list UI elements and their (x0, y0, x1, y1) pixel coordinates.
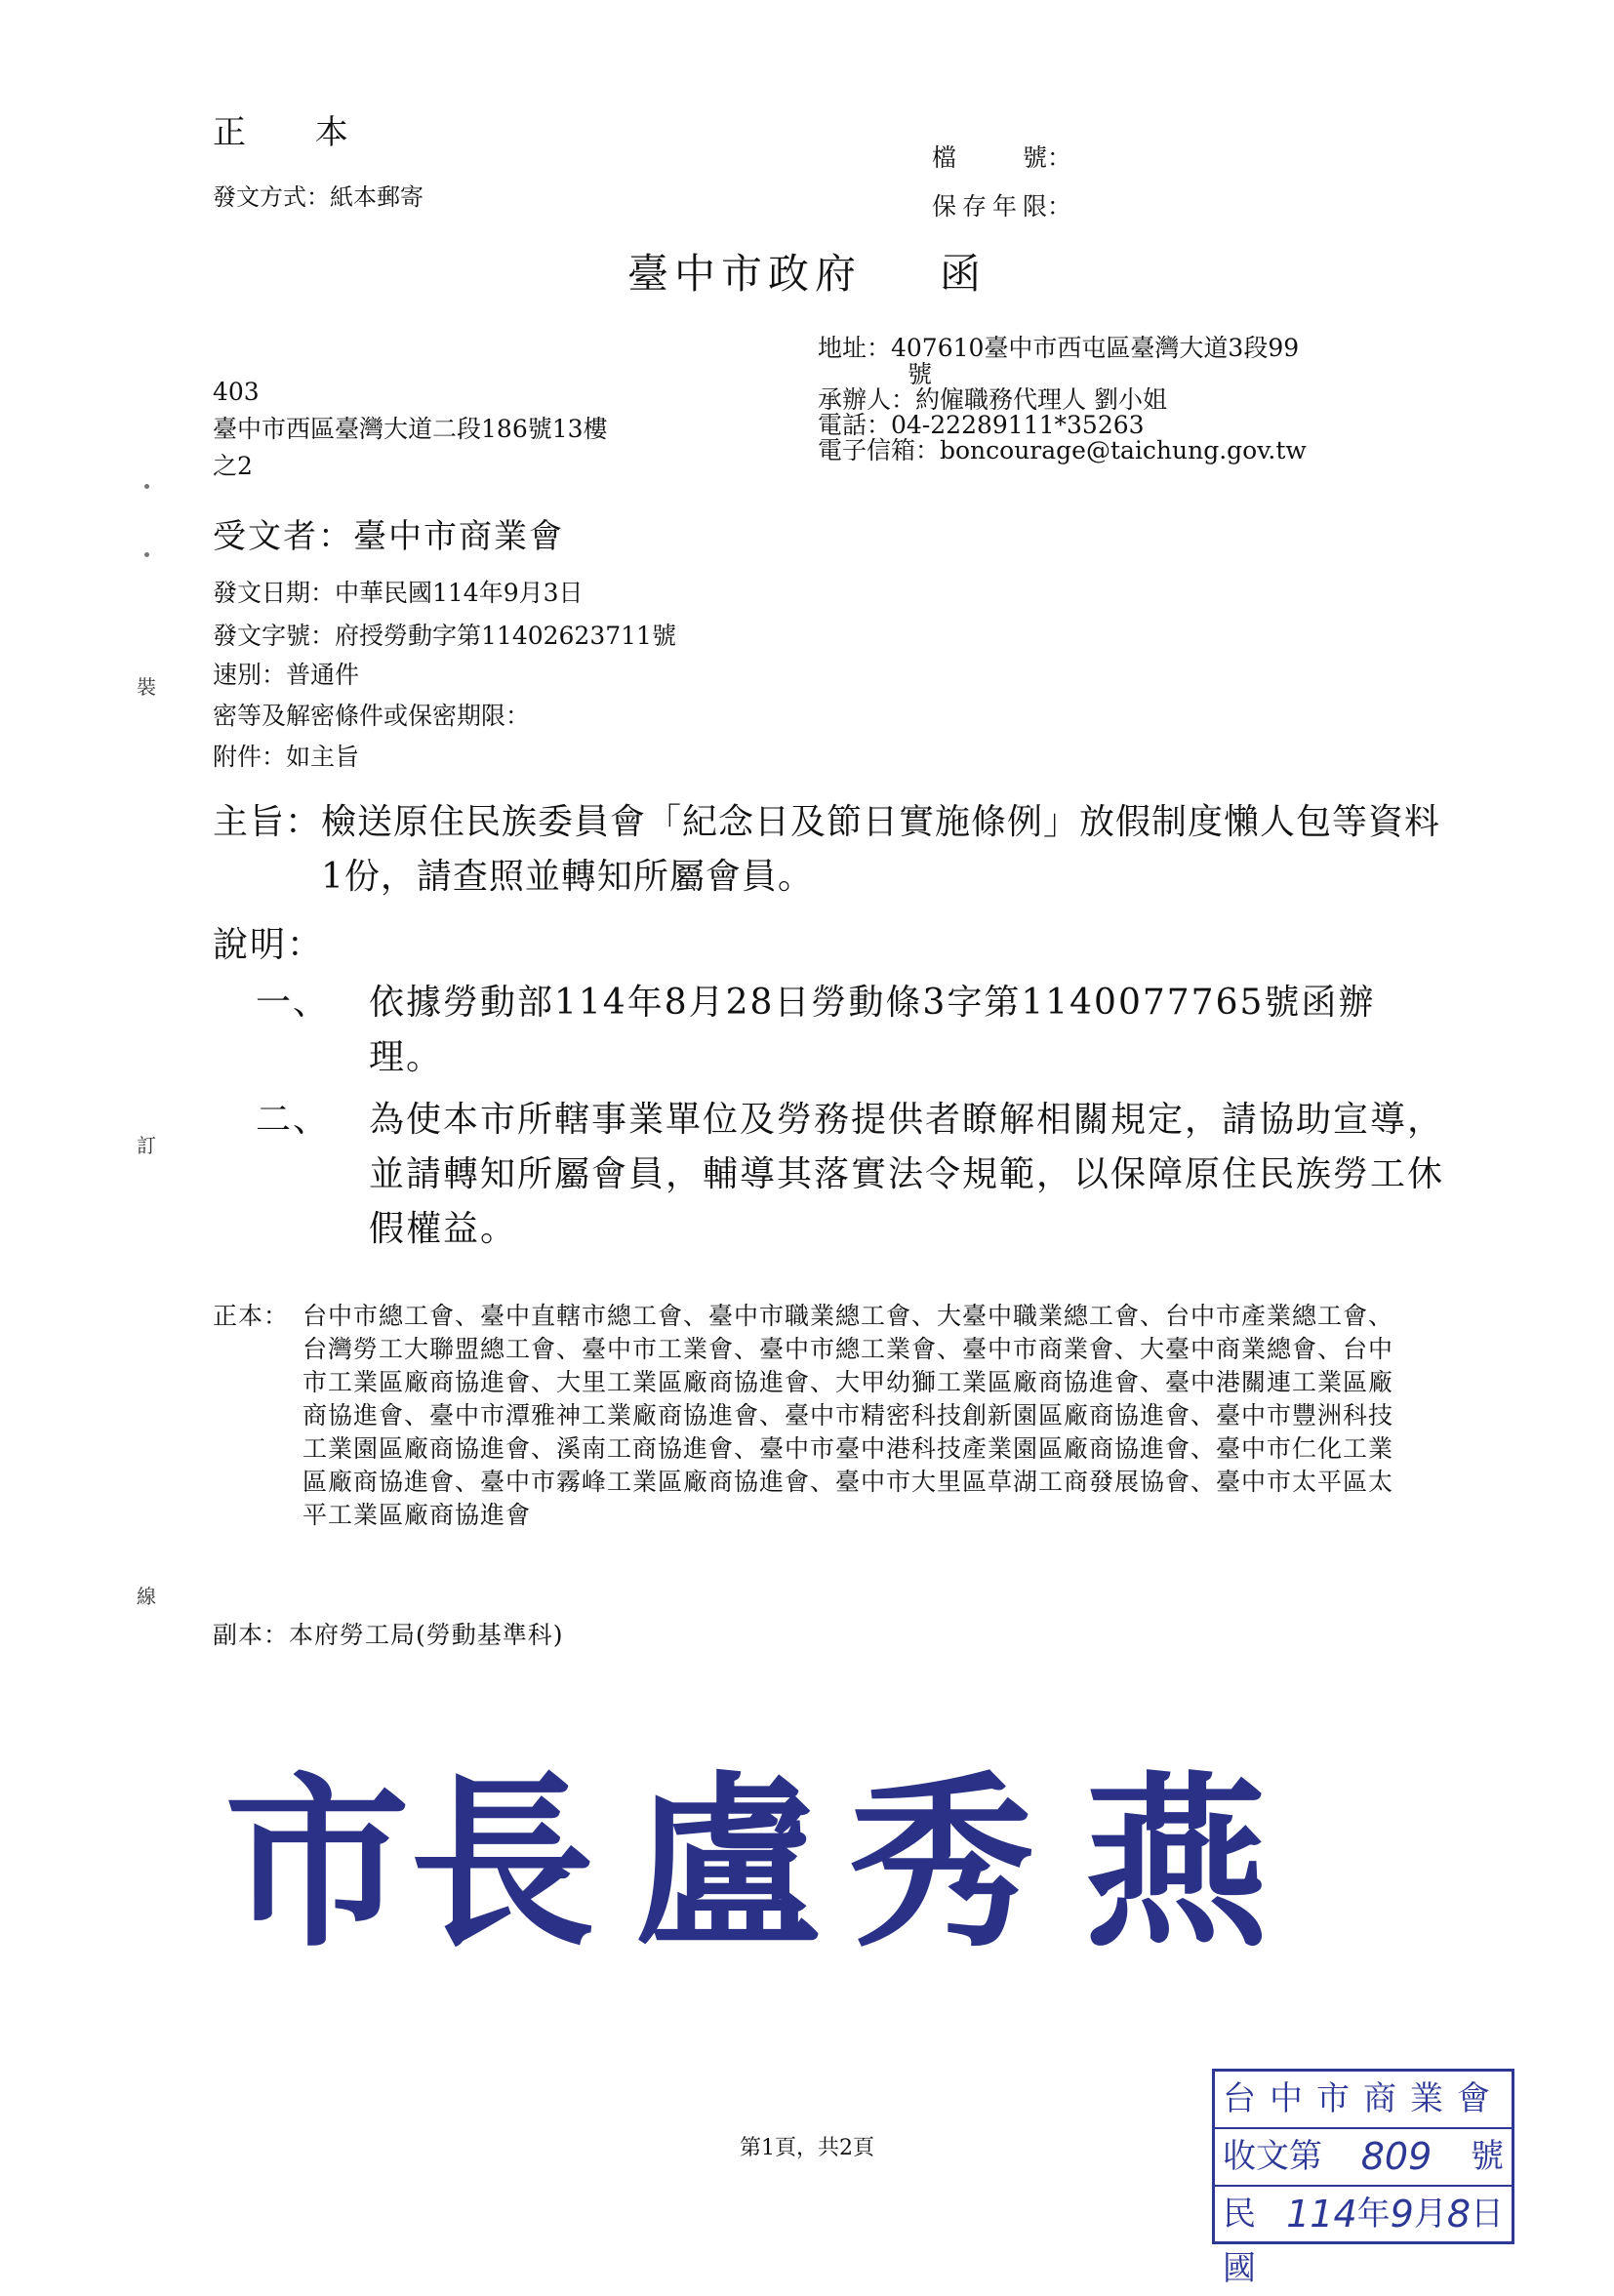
contact-person: 承辦人：約僱職務代理人 劉小姐 (818, 385, 1167, 414)
page-number: 第1頁，共2頁 (740, 2136, 874, 2160)
subject-label: 主旨： (213, 802, 322, 842)
explanation-label: 說明： (213, 925, 325, 965)
explanation-item-number: 一、 (256, 983, 331, 1023)
archive-retention-label: 保存年限 (932, 192, 1047, 221)
secrecy-level: 密等及解密條件或保密期限： (213, 702, 531, 730)
send-method: 發文方式：紙本郵寄 (213, 183, 424, 211)
mayor-signature: 市 長 盧 秀 燕 (224, 1754, 1270, 1972)
copy-type: 正 本 (213, 113, 378, 152)
distribution-list (213, 1300, 1413, 1532)
explanation-item-text: 為使本市所轄事業單位及勞務提供者瞭解相關規定，請協助宣導，並請轉知所屬會員，輔導其落實法令規範，以保障原住民族勞工休假權益。 (369, 1100, 1445, 1249)
sender-address-cont: 號 (908, 360, 933, 388)
address-line-1: 臺中市西區臺灣大道二段186號13樓 (213, 415, 608, 443)
recipient: 受文者：臺中市商業會 (213, 517, 564, 556)
explanation-item (256, 1093, 1446, 1257)
address-line-2: 之2 (213, 452, 253, 480)
stamp-org: 台中市商業會 (1223, 2079, 1504, 2118)
agency-name: 臺中市政府 (626, 250, 862, 298)
stamp-receipt-number: 809 (1360, 2135, 1432, 2178)
stamp-day: 8 (1446, 2193, 1471, 2236)
binding-dot (144, 552, 149, 557)
distribution-text: 台中市總工會、臺中直轄市總工會、臺中市職業總工會、大臺中職業總工會、台中市產業總工會、台灣勞工大聯盟總工會、臺中市工業會、臺中市總工業會、臺中市商業會、大臺中商業總會、台中市工業區廠商協進會、大里工業區廠商協進會、大甲幼獅工業區廠商協進會、臺中港關連工業區廠商協進會、臺中市潭雅神工業廠商協進會、臺中市精密科技創新園區廠商協進會、臺中市豐洲科技工業園區廠商協進會、溪南工商協進會、臺中市臺中港科技產業園區廠商協進會、臺中市仁化工業區廠商協進會、臺中市霧峰工業區廠商協進會、臺中市大里區草湖工商發展協會、臺中市太平區太平工業區廠商協進會 (303, 1302, 1394, 1529)
binding-mark-xian: 線 (137, 1585, 156, 1608)
document-type: 函 (940, 250, 988, 298)
attachment: 附件：如主旨 (213, 743, 360, 771)
stamp-receipt-prefix: 收文第 (1223, 2137, 1322, 2176)
archive-number-label: 檔 號 (932, 143, 1047, 172)
subject-text: 檢送原住民族委員會「紀念日及節日實施條例」放假制度懶人包等資料1份，請查照並轉知所屬會員。 (321, 802, 1441, 897)
carbon-copy: 副本：本府勞工局(勞動基準科) (213, 1621, 564, 1649)
archive-number-colon: ： (1047, 143, 1072, 172)
stamp-day-label: 日 (1471, 2195, 1504, 2234)
stamp-org-row (1215, 2072, 1512, 2129)
binding-mark-ding: 訂 (137, 1134, 156, 1157)
document-title (0, 242, 1614, 301)
archive-retention-field (932, 187, 1071, 222)
subject-section (213, 795, 1442, 905)
sender-address: 地址：407610臺中市西屯區臺灣大道3段99 (818, 334, 1300, 362)
received-stamp (1212, 2069, 1514, 2288)
archive-number-field (932, 139, 1071, 174)
sender-info (818, 335, 1403, 463)
distribution-label: 正本： (213, 1302, 290, 1330)
stamp-year-label: 年 (1356, 2195, 1391, 2234)
stamp-month-label: 月 (1413, 2195, 1447, 2234)
stamp-date-prefix: 民國 (1223, 2195, 1256, 2288)
explanation-item-text: 依據勞動部114年8月28日勞動條3字第1140077765號函辦理。 (369, 983, 1376, 1077)
binding-mark-zhuang: 裝 (137, 675, 156, 699)
issue-date: 發文日期：中華民國114年9月3日 (213, 579, 584, 607)
stamp-receipt-suffix: 號 (1471, 2137, 1504, 2176)
explanation-item-number: 二、 (256, 1100, 331, 1140)
postal-code: 403 (213, 378, 260, 406)
delivery-speed: 速別：普通件 (213, 661, 360, 689)
explanation-item (256, 976, 1446, 1085)
archive-retention-colon: ： (1047, 192, 1072, 221)
stamp-year: 114 (1286, 2193, 1357, 2236)
stamp-receipt-row (1215, 2129, 1512, 2187)
stamp-date-row (1215, 2187, 1512, 2288)
stamp-month: 9 (1390, 2193, 1414, 2236)
contact-email: 電子信箱：boncourage@taichung.gov.tw (818, 436, 1307, 464)
binding-dot (144, 484, 149, 489)
recipient-address (213, 374, 720, 485)
document-number: 發文字號：府授勞動字第11402623711號 (213, 622, 676, 650)
contact-phone: 電話：04-22289111*35263 (818, 411, 1145, 439)
